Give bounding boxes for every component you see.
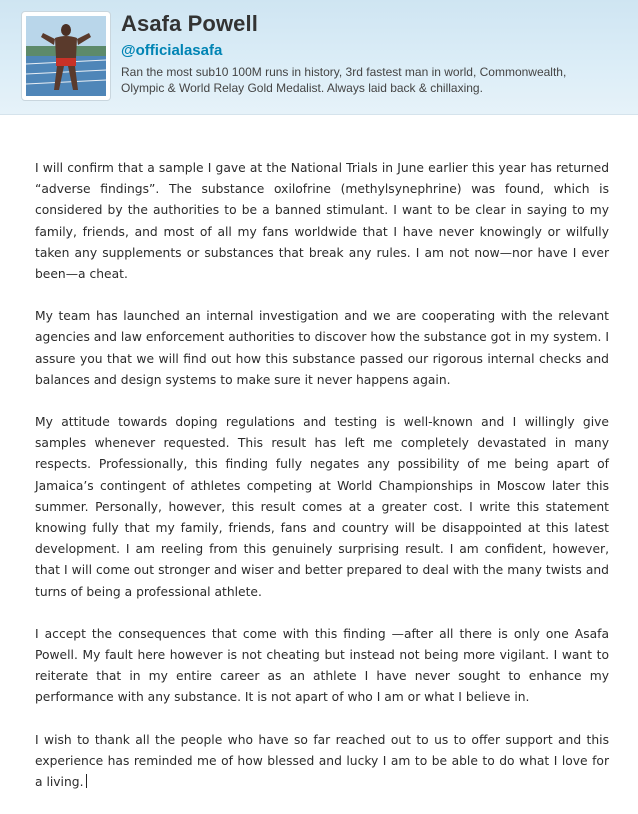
statement-paragraph: I will confirm that a sample I gave at the National Trials in June earlier this year has returned “adverse findings”. The substance oxilofrine (methylsynephrine) was found, which is considered by the authorities to be a banned stimulant. I want to be clear in saying to my family, friends, and most of all my fans worldwide that I have never knowingly or wilfully taken any supplements or substances that break any rules. I am not now—nor have I ever been—a cheat. [35, 161, 609, 282]
statement-paragraph: My team has launched an internal investigation and we are cooperating with the relevant agencies and law enforcement authorities to discover how the substance got in my system. I assure you that we will find out how this substance passed our rigorous internal checks and balances and design systems to make sure it never happens again. [35, 309, 609, 387]
profile-bio: Ran the most sub10 100M runs in history, 3rd fastest man in world, Commonwealth, Olympic & World Relay Gold Medalist. Always laid back & chillaxing. [121, 65, 567, 95]
statement-paragraph: My attitude towards doping regulations and testing is well-known and I willingly give samples whenever requested. This result has left me completely devastated in many respects. Professionally, this finding fully negates any possibility of me being apart of Jamaica’s contingent of athletes competing at World Championships in Moscow later this summer. Personally, however, this result comes at a greater cost. I write this statement knowing fully that my family, friends, fans and country will be disappointed at this latest development. I am reeling from this genuinely surprising result. I am confident, however, that I will come out stronger and wiser and better prepared to deal with the many twists and turns of being a professional athlete. [35, 415, 609, 599]
statement-paragraph-last [35, 730, 609, 794]
text-cursor [86, 774, 87, 788]
profile-photo-icon [26, 16, 106, 96]
profile-name: Asafa Powell [121, 11, 258, 36]
statement-paragraph-text: I wish to thank all the people who have so far reached out to us to offer support and this experience has reminded me of how blessed and lucky I am to be able to do what I love for a living. [35, 732, 609, 790]
statement-body [35, 158, 609, 814]
profile-header [0, 0, 638, 115]
profile-handle-link[interactable]: @officialasafa [121, 42, 223, 59]
avatar[interactable] [21, 11, 111, 101]
statement-paragraph: I accept the consequences that come with this finding —after all there is only one Asafa Powell. My fault here however is not cheating but instead not being more vigilant. I want to reiterate that in my entire career as an athlete I have never sought to enhance my performance with any substance. It is not apart of who I am or what I believe in. [35, 626, 609, 705]
